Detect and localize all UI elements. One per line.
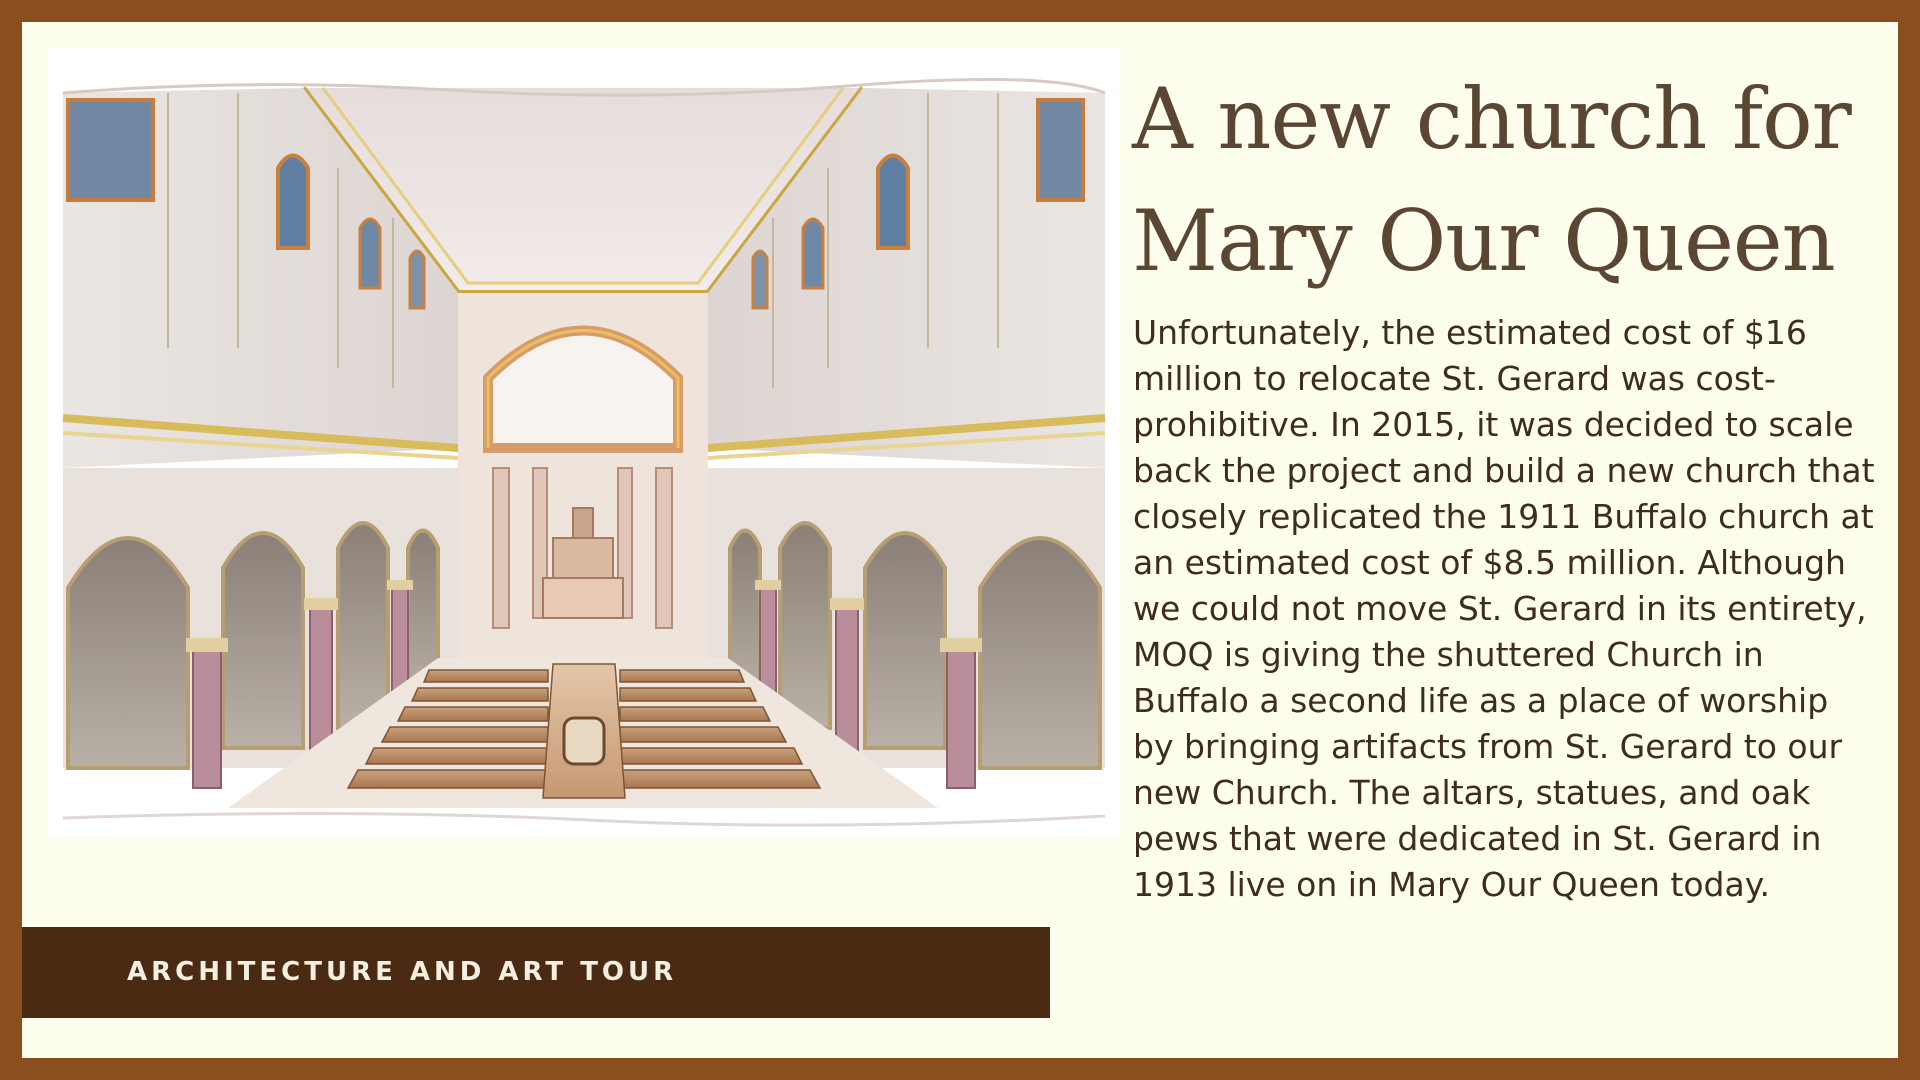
tour-banner xyxy=(22,927,1050,1018)
banner-label: ARCHITECTURE AND ART TOUR xyxy=(127,957,678,987)
title-line-1: A new church for xyxy=(1132,70,1851,168)
title-line-2: Mary Our Queen xyxy=(1132,192,1835,290)
church-interior-illustration xyxy=(48,48,1120,838)
slide-frame xyxy=(22,22,1898,1058)
body-paragraph: Unfortunately, the estimated cost of $16 million to relocate St. Gerard was cost-prohibitive. In 2015, it was decided to scale back the project and build a new church that closely replicated the 1911 Buffalo church at an estimated cost of $8.5 million. Although we could not move St. Gerard in its entirety, MOQ is giving the shuttered Church in Buffalo a second life as a place of worship by bringing artifacts from St. Gerard to our new Church. The altars, statues, and oak pews that were dedicated in St. Gerard in 1913 live on in Mary Our Queen today. xyxy=(1133,313,1875,904)
slide-title xyxy=(1132,58,1892,302)
